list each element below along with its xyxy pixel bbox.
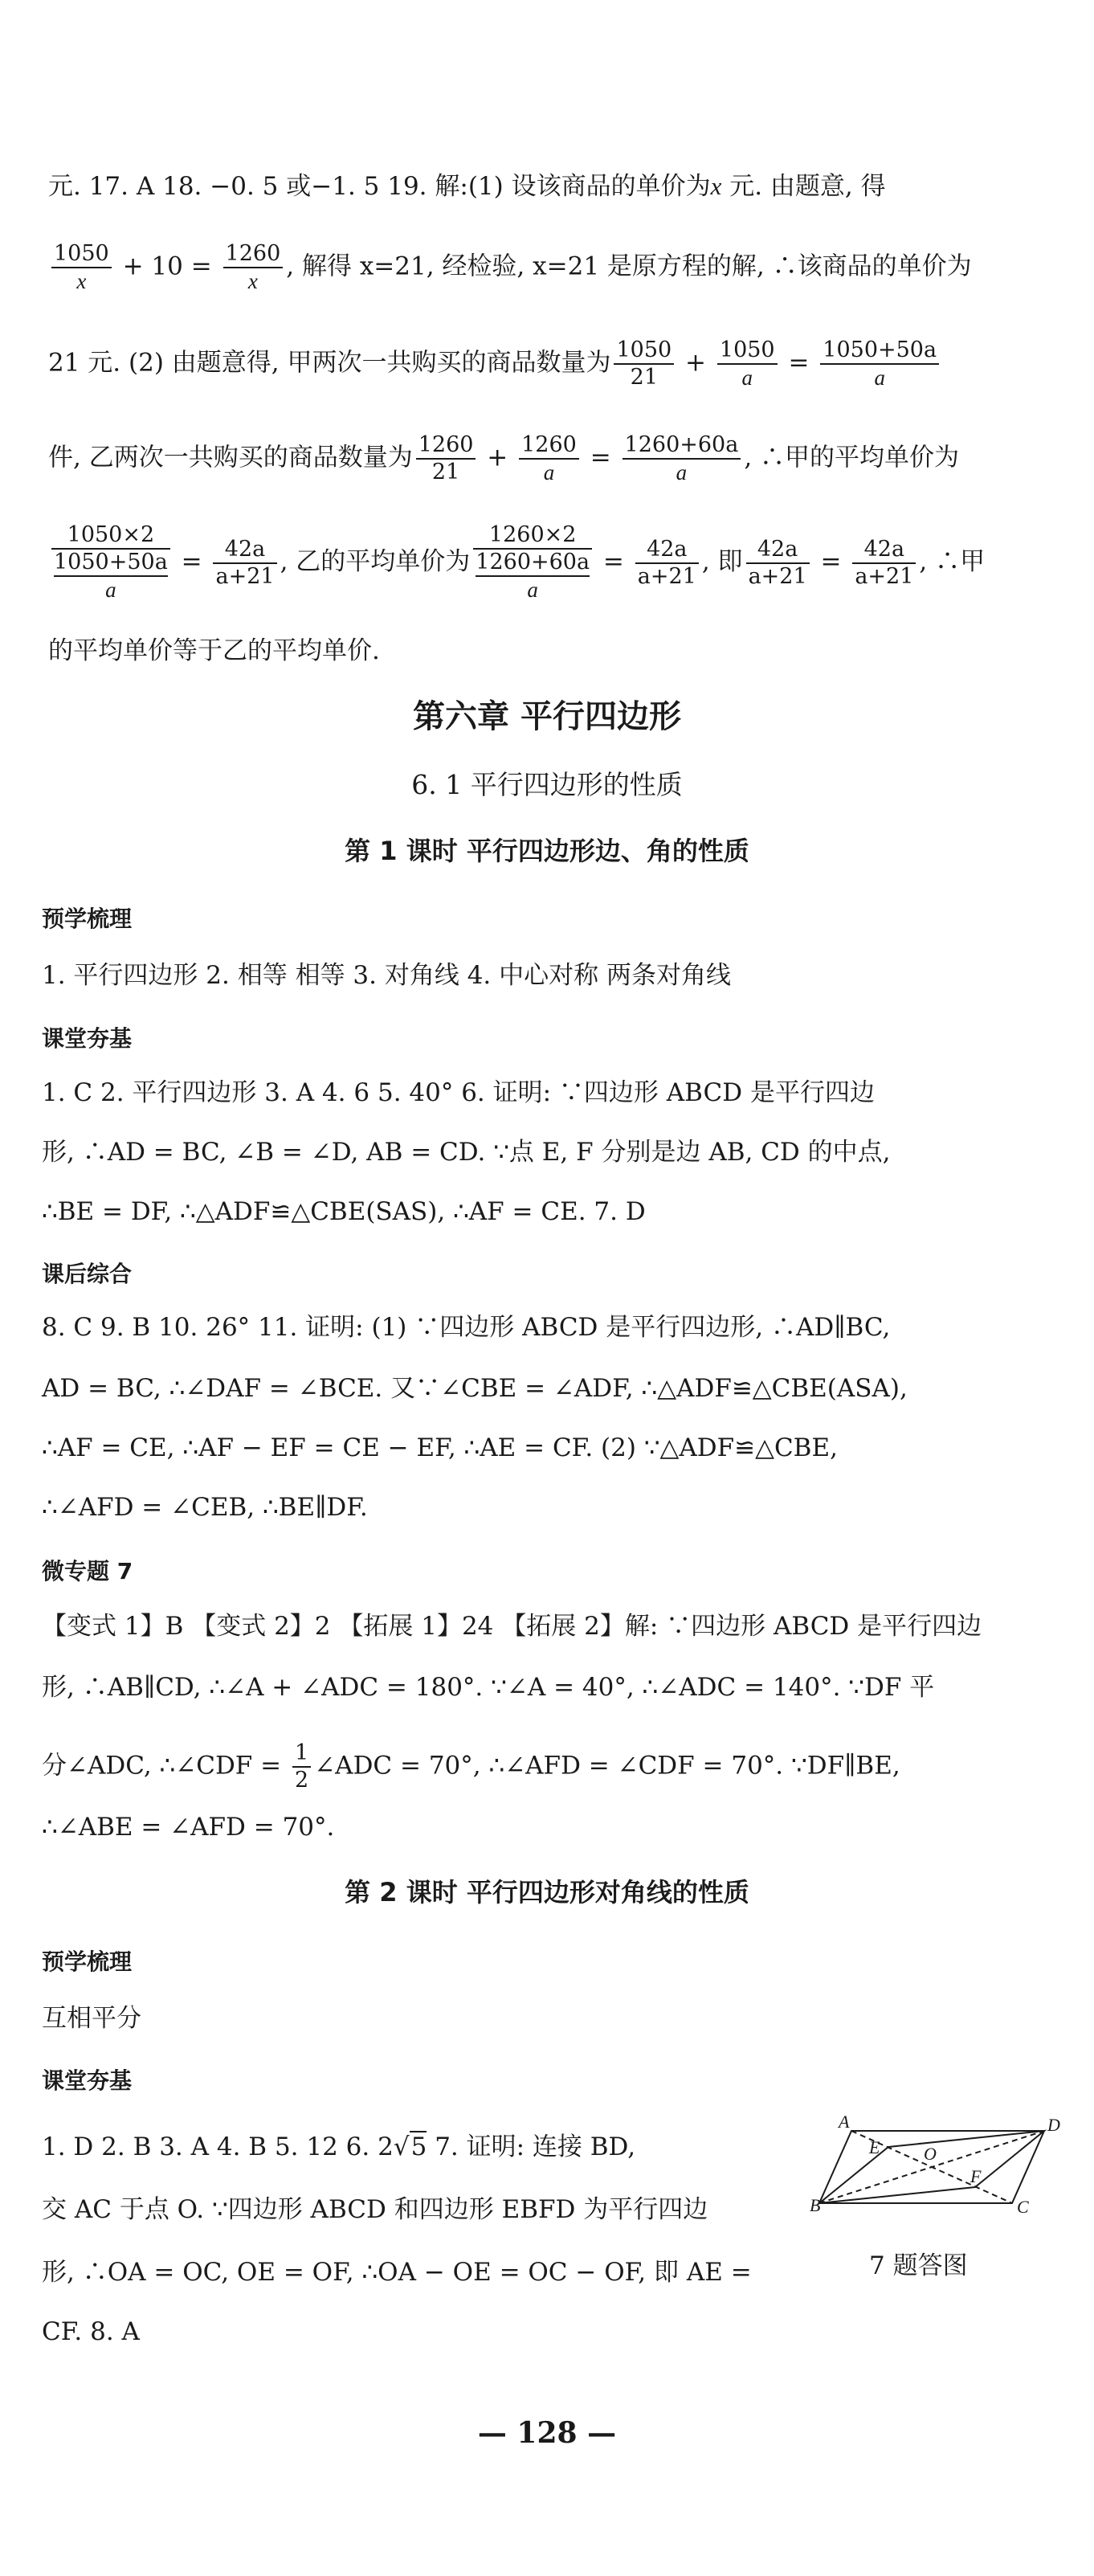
top-line-2: $\frac{1050}{x}$ + 10 = $\frac{1260}{x}$ , 解得 x=21, 经检验, x=21 是原方程的解, ∴该商品的单价为 [48,241,972,294]
section-title: 6. 1 平行四边形的性质 [411,769,683,800]
top-line-3: 21 元. (2) 由题意得, 甲两次一共购买的商品数量为 $\frac{1050}{21}$ + $\frac{1050}{a}$ = $\frac{1050+50a}{a}$ [48,337,942,390]
top-line-4: 件, 乙两次一共购买的商品数量为 $\frac{1260}{21}$ + $\frac{1260}{a}$ = $\frac{1260+60a}{a}$ , ∴甲的平均单价为 [48,432,960,485]
page-number: — 128 — [477,2416,617,2450]
top-line-6: 的平均单价等于乙的平均单价. [48,636,380,665]
lesson-1-title: 第 1 课时 平行四边形边、角的性质 [345,836,749,866]
fraction: $\frac{1050}{x}$ [51,241,112,294]
preview-answers: 1. 平行四边形 2. 相等 相等 3. 对角线 4. 中心对称 两条对角线 [42,961,731,990]
after-line-1: 8. C 9. B 10. 26° 11. 证明: (1) ∵四边形 ABCD 是平行四边形, ∴AD∥BC, [42,1313,891,1342]
heading-class: 课堂夯基 [42,1025,133,1052]
lesson-2-title: 第 2 课时 平行四边形对角线的性质 [345,1877,749,1907]
after-line-4: ∴∠AFD = ∠CEB, ∴BE∥DF. [42,1493,368,1522]
sqrt-radicand: 5 [410,2132,427,2161]
chapter-title: 第六章 平行四边形 [413,698,681,735]
label-a: A [839,2112,850,2132]
preview-answers-2: 互相平分 [42,2004,141,2033]
figure-caption: 7 题答图 [869,2251,968,2280]
heading-preview-2: 预学梳理 [42,1948,133,1975]
topic-line-4: ∴∠ABE = ∠AFD = 70°. [42,1813,335,1842]
heading-preview: 预学梳理 [42,906,133,932]
topic-line-2: 形, ∴AB∥CD, ∴∠A + ∠ADC = 180°. ∵∠A = 40°, ∴∠ADC = 140°. ∵DF 平 [42,1673,935,1702]
label-b: B [810,2195,821,2215]
topic-line-1: 【变式 1】B 【变式 2】2 【拓展 1】24 【拓展 2】解: ∵四边形 ABCD 是平行四边 [42,1612,982,1641]
after-line-3: ∴AF = CE, ∴AF − EF = CE − EF, ∴AE = CF. (2) ∵△ADF≌△CBE, [42,1433,838,1462]
label-c: C [1017,2197,1029,2217]
heading-topic: 微专题 7 [42,1558,133,1584]
fraction: $\frac{1260}{x}$ [223,241,284,294]
label-e: E [869,2137,880,2157]
top-line-1: 元. 17. A 18. −0. 5 或−1. 5 19. 解:(1) 设该商品的单价为x 元. 由题意, 得 [48,172,886,201]
class-line-2: 形, ∴AD = BC, ∠B = ∠D, AB = CD. ∵点 E, F 分别是边 AB, CD 的中点, [42,1138,891,1167]
compound-fraction: 1050×2 1050+50a a [51,522,170,603]
class2-line-2: 交 AC 于点 O. ∵四边形 ABCD 和四边形 EBFD 为平行四边 [42,2195,708,2224]
class2-line-4: CF. 8. A [42,2317,140,2346]
class2-line-3: 形, ∴OA = OC, OE = OF, ∴OA − OE = OC − OF, 即 AE = [42,2258,752,2287]
class-line-1: 1. C 2. 平行四边形 3. A 4. 6 5. 40° 6. 证明: ∵四边形 ABCD 是平行四边 [42,1078,875,1107]
compound-fraction: 1260×2 1260+60a a [473,522,592,603]
label-o: O [924,2144,937,2164]
after-line-2: AD = BC, ∴∠DAF = ∠BCE. 又∵∠CBE = ∠ADF, ∴△ADF≌△CBE(ASA), [42,1374,908,1403]
class2-line-1: 1. D 2. B 3. A 4. B 5. 12 6. 2√5 7. 证明: 连接 BD, [42,2132,636,2161]
label-f: F [970,2166,982,2186]
heading-class-2: 课堂夯基 [42,2067,133,2094]
top-line-5: 1050×2 1050+50a a = $\frac{42a}{a+21}$ , 乙的平均单价为 1260×2 1260+60a a = $\frac{42a}{a+21}$ , 即 $\frac{42a}{a+21}$ = $\frac{42a}{a+21}$ , ∴甲 [48,522,985,603]
heading-after: 课后综合 [42,1261,133,1287]
class-line-3: ∴BE = DF, ∴△ADF≌△CBE(SAS), ∴AF = CE. 7. D [42,1197,646,1226]
topic-line-3: 分∠ADC, ∴∠CDF = $\frac{1}{2}$ ∠ADC = 70°, ∴∠AFD = ∠CDF = 70°. ∵DF∥BE, [42,1740,900,1793]
label-d: D [1047,2115,1060,2135]
parallelogram-figure [811,2113,1068,2226]
